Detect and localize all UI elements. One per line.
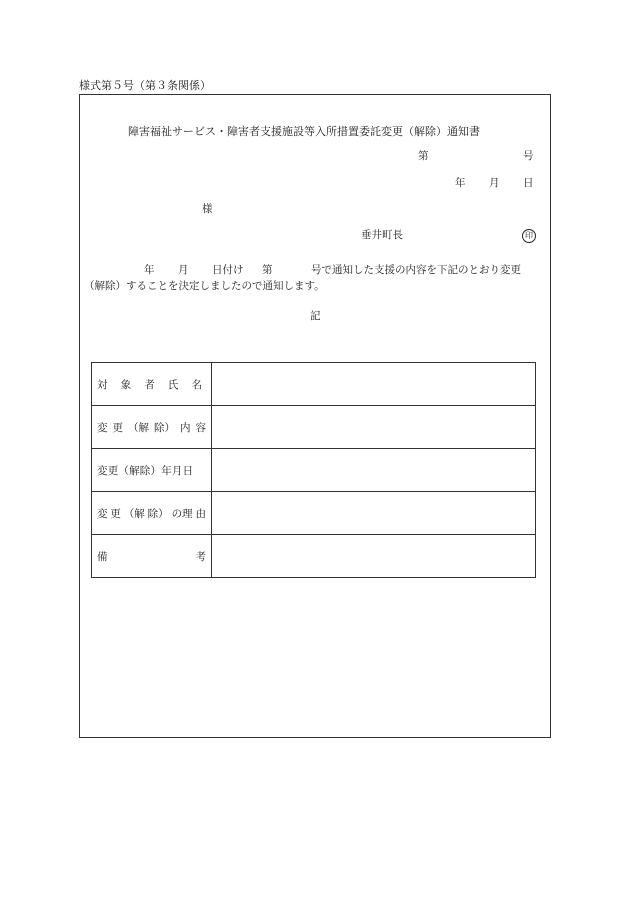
label-change-date bbox=[92, 449, 212, 492]
label-char: 変 bbox=[97, 421, 108, 434]
label-change-content bbox=[92, 406, 212, 449]
table-row bbox=[92, 406, 536, 449]
label-char: 更 bbox=[112, 421, 123, 434]
detail-table bbox=[91, 362, 536, 578]
date-year: 年 bbox=[455, 177, 466, 189]
value-remarks bbox=[212, 535, 536, 578]
label-char: 象 bbox=[120, 378, 132, 391]
label-char: 氏 bbox=[167, 378, 179, 391]
number-go: 号 bbox=[523, 150, 534, 162]
label-char: 由 bbox=[195, 507, 206, 520]
issuer-name: 垂井町長 bbox=[361, 229, 403, 241]
label-char: 名 bbox=[191, 378, 202, 391]
label-char: 変 bbox=[97, 507, 108, 520]
recipient-suffix: 様 bbox=[202, 203, 213, 215]
label-char: （解 bbox=[123, 507, 145, 520]
value-change-reason bbox=[212, 492, 536, 535]
table-row bbox=[92, 363, 536, 406]
label-char: 備 bbox=[97, 550, 108, 563]
ki-heading: 記 bbox=[310, 310, 321, 322]
issuer-seal bbox=[522, 229, 536, 243]
label-char: 考 bbox=[195, 550, 206, 563]
number-dai: 第 bbox=[418, 150, 429, 162]
label-char: 除） bbox=[147, 507, 169, 520]
label-subject-name bbox=[92, 363, 212, 406]
label-char: 者 bbox=[144, 378, 155, 391]
body-line1-rest: 号で通知した支援の内容を下記のとおり変更 bbox=[311, 264, 521, 276]
label-remarks bbox=[92, 535, 212, 578]
value-change-date bbox=[212, 449, 536, 492]
label-char: （解 bbox=[128, 421, 149, 434]
label-char: 更 bbox=[110, 507, 121, 520]
value-change-content bbox=[212, 406, 536, 449]
body-year: 年 bbox=[144, 264, 155, 276]
label-char: 除） bbox=[154, 421, 175, 434]
body-dai: 第 bbox=[262, 264, 273, 276]
date-day: 日 bbox=[523, 177, 534, 189]
label-char: 対 bbox=[97, 378, 108, 391]
value-subject-name bbox=[212, 363, 536, 406]
body-month: 月 bbox=[178, 264, 189, 276]
seal-mark: 印 bbox=[522, 229, 536, 243]
table-row bbox=[92, 492, 536, 535]
label-text: 変更（解除）年月日 bbox=[97, 464, 194, 477]
label-char: 容 bbox=[195, 421, 206, 434]
label-change-reason bbox=[92, 492, 212, 535]
label-char: の理 bbox=[171, 507, 193, 520]
body-day-dated: 日付け bbox=[212, 264, 244, 276]
table-row bbox=[92, 449, 536, 492]
form-number: 様式第５号（第３条関係） bbox=[79, 79, 211, 92]
body-line2: （解除）することを決定しましたので通知します。 bbox=[84, 280, 325, 292]
label-char: 内 bbox=[180, 421, 191, 434]
document-title: 障害福祉サービス・障害者支援施設等入所措置委託変更（解除）通知書 bbox=[128, 125, 480, 138]
table-row bbox=[92, 535, 536, 578]
date-month: 月 bbox=[489, 177, 500, 189]
